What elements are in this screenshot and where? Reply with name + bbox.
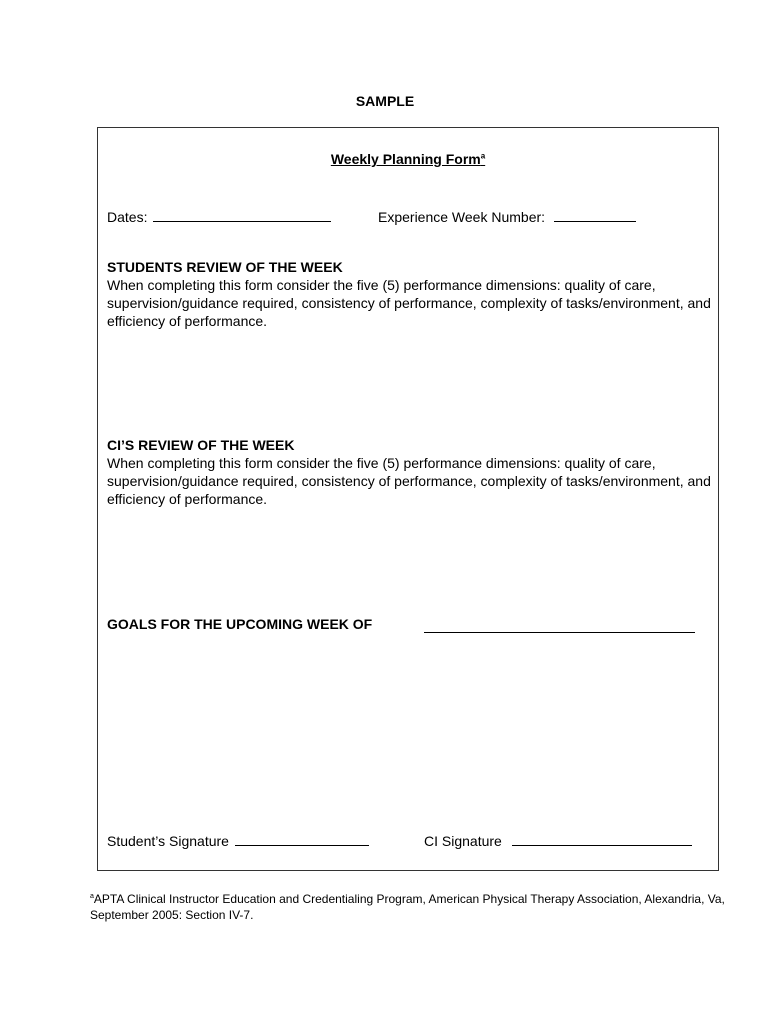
student-review-text: When completing this form consider the five (5) performance dimensions: quality of care, supervision/guidance required, consistency of performance, complexity of tasks/environment, and efficiency of performance.	[107, 277, 711, 329]
ci-signature-field	[424, 830, 692, 849]
goals-heading: GOALS FOR THE UPCOMING WEEK OF	[107, 616, 373, 632]
goals-input-line[interactable]	[424, 617, 695, 633]
title-footnote-mark: a	[480, 151, 486, 161]
form-title	[97, 151, 719, 167]
sample-label: SAMPLE	[355, 93, 415, 109]
footnote-text: APTA Clinical Instructor Education and Credentialing Program, American Physical Therapy Association, Alexandria, Va, September 2005: Section IV-7.	[90, 892, 725, 922]
dates-input-line[interactable]	[153, 206, 331, 222]
ci-signature-label: CI Signature	[424, 833, 502, 849]
ci-signature-line[interactable]	[512, 830, 692, 846]
form-title-text: Weekly Planning Form	[330, 151, 481, 167]
ci-review-text: When completing this form consider the five (5) performance dimensions: quality of care, supervision/guidance required, consistency of performance, complexity of tasks/environment, and efficiency of performance.	[107, 455, 711, 507]
dates-field	[107, 206, 331, 225]
week-number-input-line[interactable]	[554, 206, 636, 222]
student-signature-line[interactable]	[235, 830, 369, 846]
student-signature-label: Student’s Signature	[107, 833, 229, 849]
student-signature-field	[107, 830, 369, 849]
student-review-heading: STUDENTS REVIEW OF THE WEEK	[107, 259, 343, 275]
ci-review-heading: CI’S REVIEW OF THE WEEK	[107, 437, 295, 453]
week-number-field	[378, 206, 636, 225]
footnote-mark: a	[90, 893, 94, 900]
footnote	[90, 889, 730, 923]
dates-label: Dates:	[107, 209, 148, 225]
week-number-label: Experience Week Number:	[378, 209, 546, 225]
